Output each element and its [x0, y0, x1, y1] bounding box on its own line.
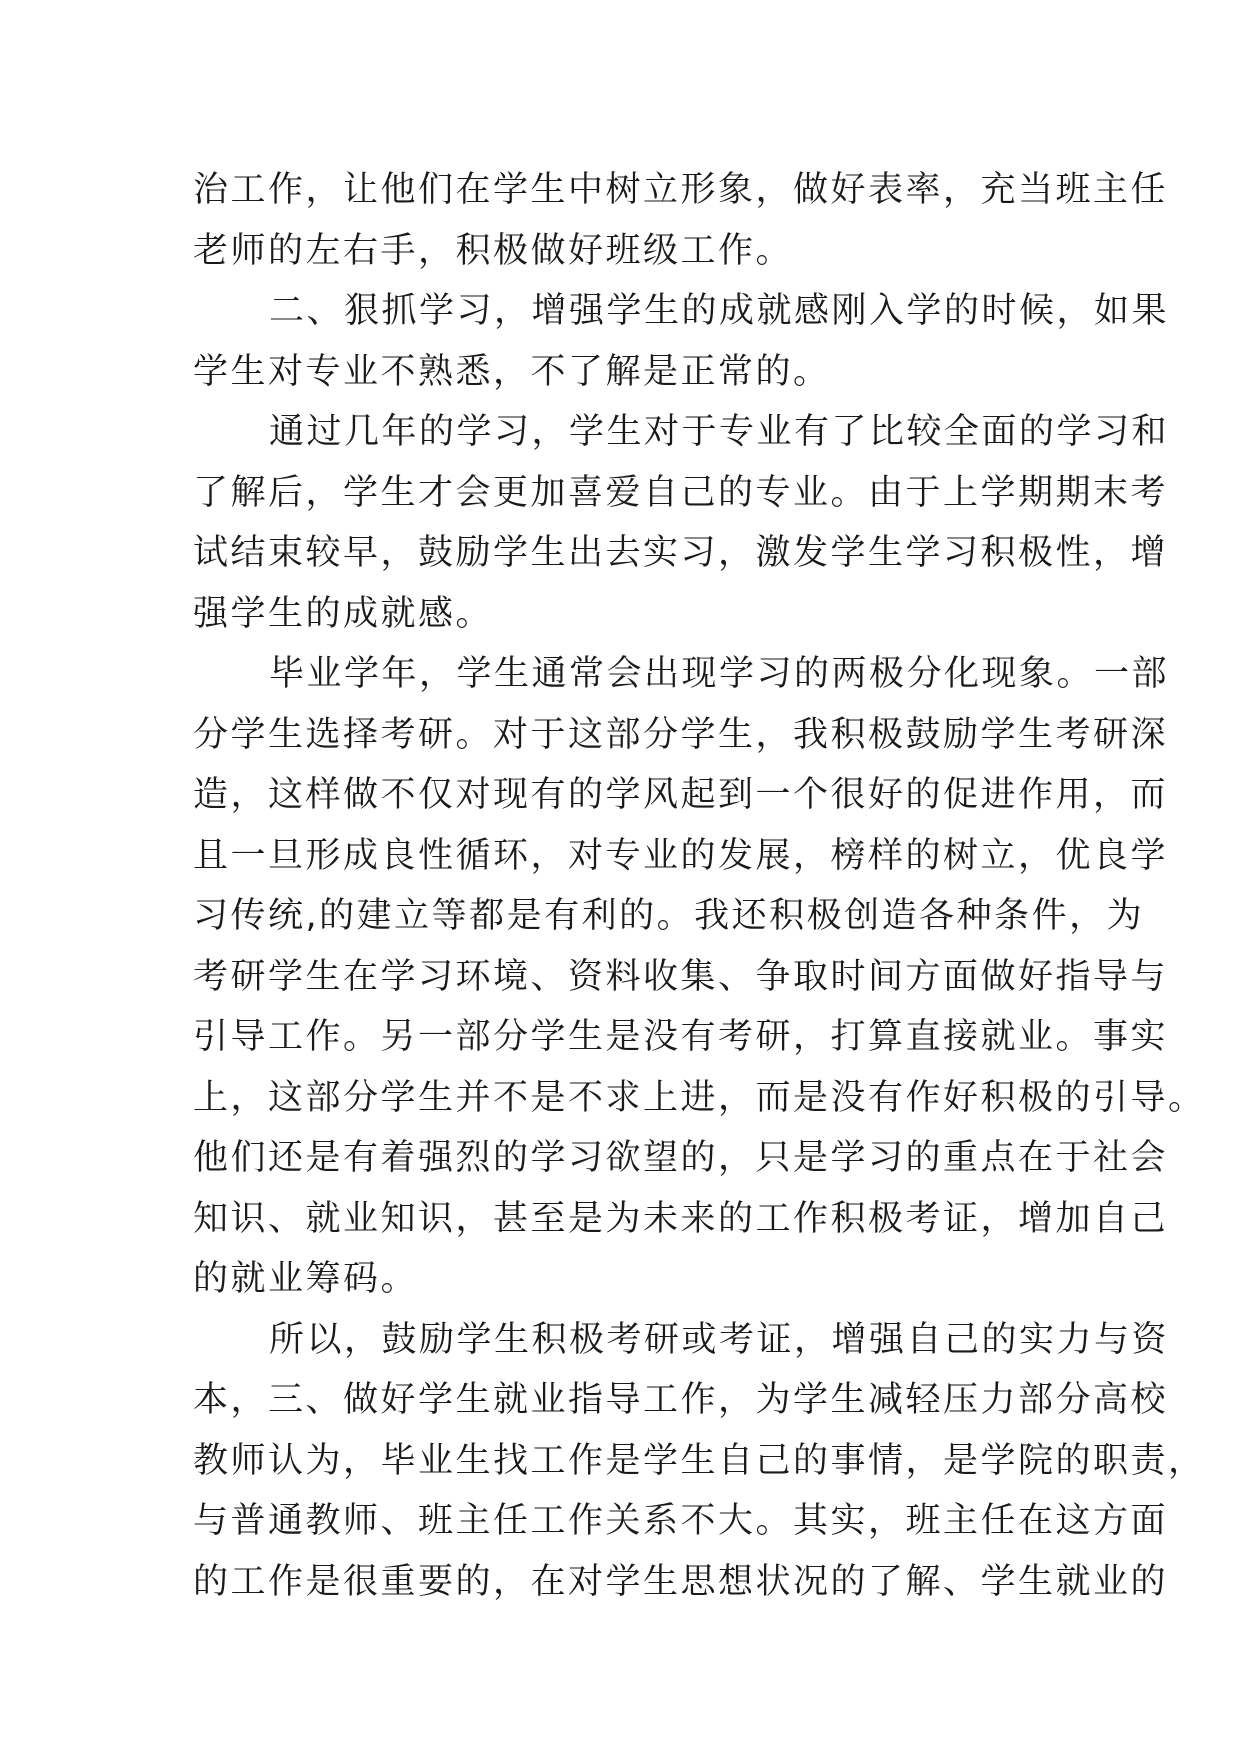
text-line: 所以，鼓励学生积极考研或考证，增强自己的实力与资 [269, 1319, 1170, 1360]
paragraph [193, 644, 1206, 1310]
text-line: 老师的左右手，积极做好班级工作。 [193, 230, 794, 271]
text-line: 治工作，让他们在学生中树立形象，做好表率，充当班主任 [193, 170, 1169, 210]
paragraph [193, 1310, 1206, 1613]
text-line: 试结束较早，鼓励学生出去实习，激发学生学习积极性，增 [193, 533, 1169, 573]
text-line: 引导工作。另一部分学生是没有考研，打算直接就业。事实 [193, 1017, 1169, 1057]
text-line: 造，这样做不仅对现有的学风起到一个很好的促进作用，而 [193, 775, 1169, 815]
text-line: 知识、就业知识，甚至是为未来的工作积极考证，增加自己 [193, 1198, 1169, 1239]
paragraph [193, 281, 1170, 402]
text-line: 考研学生在学习环境、资料收集、争取时间方面做好指导与 [193, 956, 1169, 997]
document-body [193, 160, 1206, 1612]
text-line: 的工作是很重要的，在对学生思想状况的了解、学生就业的 [193, 1561, 1169, 1602]
text-line: 上，这部分学生并不是不求上进，而是没有作好积极的引导。 [193, 1077, 1206, 1118]
text-line: 了解后，学生才会更加喜爱自己的专业。由于上学期期末考 [193, 472, 1169, 513]
text-line: 习传统,的建立等都是有利的。我还积极创造各种条件，为 [193, 896, 1145, 936]
text-line: 学生对专业不熟悉，不了解是正常的。 [193, 351, 831, 392]
text-line: 且一旦形成良性循环，对专业的发展，榜样的树立，优良学 [193, 835, 1169, 876]
text-line: 与普通教师、班主任工作关系不大。其实，班主任在这方面 [193, 1501, 1169, 1541]
text-line: 本，三、做好学生就业指导工作，为学生减轻压力部分高校 [193, 1380, 1169, 1420]
paragraph [193, 402, 1170, 644]
text-line: 通过几年的学习，学生对于专业有了比较全面的学习和 [269, 412, 1170, 452]
text-line: 分学生选择考研。对于这部分学生，我积极鼓励学生考研深 [193, 714, 1169, 755]
text-line: 的就业筹码。 [193, 1259, 419, 1299]
paragraph [193, 160, 1169, 281]
text-line: 强学生的成就感。 [193, 593, 494, 634]
text-line: 毕业学年，学生通常会出现学习的两极分化现象。一部 [269, 654, 1170, 694]
text-line: 教师认为，毕业生找工作是学生自己的事情，是学院的职责， [193, 1440, 1206, 1481]
text-line: 二、狠抓学习，增强学生的成就感刚入学的时候，如果 [269, 291, 1170, 331]
text-line: 他们还是有着强烈的学习欲望的，只是学习的重点在于社会 [193, 1138, 1169, 1178]
